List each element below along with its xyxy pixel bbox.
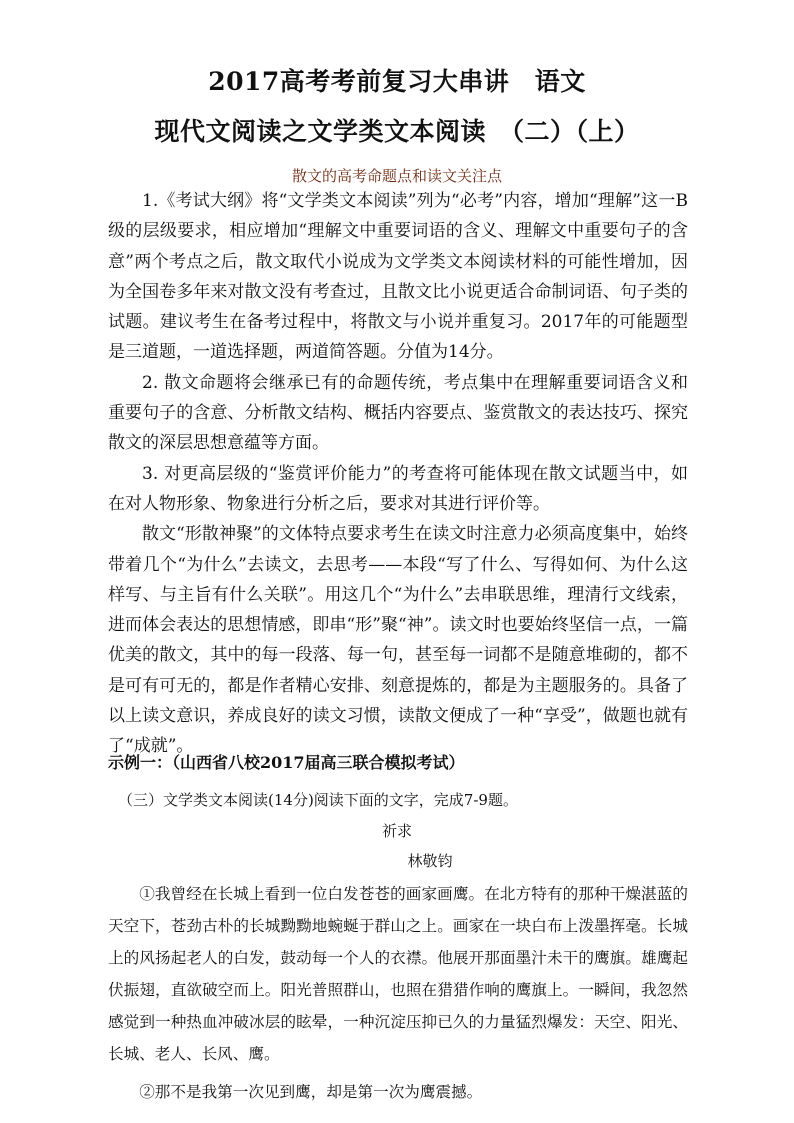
document-title: 2017高考考前复习大串讲 语文 [208,67,586,96]
essay-paragraph-1: 1.《考试大纲》将“文学类文本阅读”列为“必考”内容，增加“理解”这一B级的层级要求，相应增加“理解文中重要词语的含义、理解文中重要句子的含意”两个考点之后，散文取代小说成为文学类文本阅读材料的可能性增加，因为全国卷多年来对散文没有考查过，且散文比小说更适合命制词语、句子类的试题。建议考生在备考过程中，将散文与小说并重复习。2017年的可能题型是三道题，一道选择题，两道简答题。分值为14分。 [108,191,688,363]
passage-body [108,878,688,1108]
passage-title: 祈求 [381,822,412,840]
passage-paragraph-2: ②那不是我第一次见到鹰，却是第一次为鹰震撼。 [139,1083,483,1101]
essay-paragraph-2: 2. 散文命题将会继承已有的命题传统，考点集中在理解重要词语含义和重要句子的含意、分析散文结构、概括内容要点、鉴赏散文的表达技巧、探究散文的深层思想意蕴等方面。 [108,372,688,454]
essay-paragraph-3: 3. 对更高层级的“鉴赏评价能力”的考查将可能体现在散文试题当中，如在对人物形象、物象进行分析之后，要求对其进行评价等。 [108,463,688,514]
document-subtitle: 现代文阅读之文学类文本阅读 （二）（上） [154,117,640,146]
essay-body [108,186,688,762]
section-heading: 散文的高考命题点和读文关注点 [291,167,502,185]
essay-paragraph-4: 散文“形散神聚”的文体特点要求考生在读文时注意力必须高度集中，始终带着几个“为什么”去读文，去思考——本段“写了什么、写得如何、为什么这样写、与主旨有什么关联”。用这几个“为什么”去串联思维，理清行文线索，进而体会表达的思想情感，即串“形”聚“神”。读文时也要始终坚信一点，一篇优美的散文，其中的每一段落、每一句，甚至每一词都不是随意堆砌的，都不是可有可无的，都是作者精心安排、刻意提炼的，都是为主题服务的。具备了以上读文意识，养成良好的读文习惯，读散文便成了一种“享受”，做题也就有了“成就”。 [108,524,688,757]
example-label: 示例一：（山西省八校2017届高三联合模拟考试） [108,753,465,772]
question-instruction: （三）文学类文本阅读(14分)阅读下面的文字，完成7-9题。 [118,791,518,809]
passage-paragraph-1: ①我曾经在长城上看到一位白发苍苍的画家画鹰。在北方特有的那种干燥湛蓝的天空下，苍劲古朴的长城黝黝地蜿蜒于群山之上。画家在一块白布上泼墨挥毫。长城上的风扬起老人的白发，鼓动每一个人的衣襟。他展开那面墨汁未干的鹰旗。雄鹰起伏振翅，直欲破空而上。阳光普照群山，也照在猎猎作响的鹰旗上。一瞬间，我忽然感觉到一种热血冲破冰层的眩晕，一种沉淀压抑已久的力量猛烈爆发：天空、阳光、长城、老人、长风、鹰。 [108,885,688,1063]
passage-author: 林敬钧 [407,852,453,870]
